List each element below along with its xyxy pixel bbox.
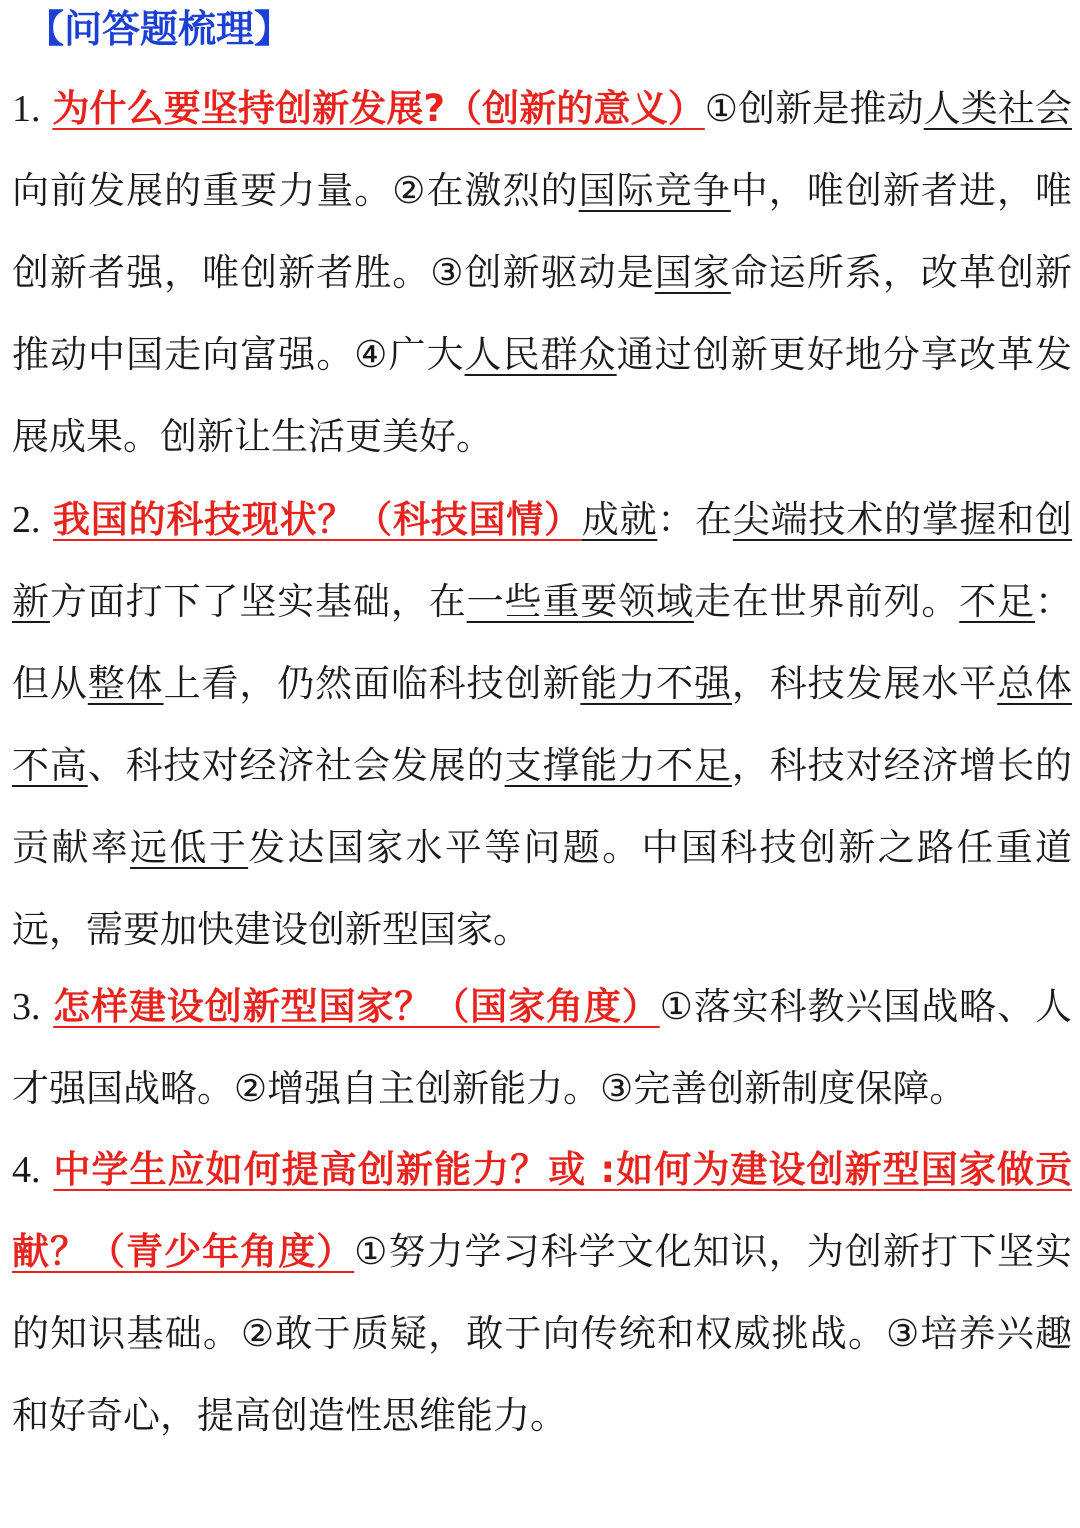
question-text: 为什么要坚持创新发展?（创新的意义）	[52, 87, 705, 130]
key-term: 能力不强	[580, 662, 732, 705]
answer-text	[12, 87, 1072, 458]
answer-segment: ：在	[657, 498, 733, 541]
key-term: 国际竞争	[578, 169, 731, 212]
qa-item-1	[12, 68, 1072, 478]
qa-item-2	[12, 479, 1072, 971]
answer-segment: 中，唯创新者进，唯创新者强，唯创新者胜。③创新驱动是	[12, 169, 1073, 294]
answer-segment: 向前发展的重要力量。②在激烈的	[12, 169, 579, 212]
answer-segment: ①创新是推动	[704, 87, 924, 130]
key-term: 远低于	[130, 826, 249, 869]
answer-segment: ，科技发展水平	[731, 662, 998, 705]
key-term: 人类社会	[923, 87, 1073, 130]
answer-segment: 上看，仍然面临科技创新	[163, 662, 581, 705]
key-term: 不足	[959, 580, 1036, 623]
qa-item-4	[12, 1129, 1072, 1457]
item-number: 4.	[12, 1149, 41, 1191]
item-number: 1.	[12, 88, 41, 130]
answer-segment: 方面打下了坚实基础，在	[49, 580, 467, 623]
answer-segment: 发达国家水平等问题。中国科技创新之路任重道远，需要加快建设创新型国家。	[12, 826, 1073, 951]
question-text: 怎样建设创新型国家？（国家角度）	[53, 985, 660, 1028]
key-term: 尖端技术的掌握和创新	[12, 498, 1073, 623]
question-text: 中学生应如何提高创新能力？或 :如何为建设创新型国家做贡献？（青少年角度）	[12, 1148, 1072, 1273]
answer-text	[12, 498, 1072, 951]
key-term: 人民群众	[464, 333, 617, 376]
answer-segment: 走在世界前列。	[694, 580, 960, 623]
key-term: 总体不高	[12, 662, 1073, 787]
section-heading: 【问答题梳理】	[26, 7, 293, 51]
item-number: 3.	[12, 986, 41, 1028]
answer-segment: 、科技对经济社会发展的	[87, 744, 505, 787]
answer-segment: ①落实科教兴国战略、人才强国战略。②增强自主创新能力。③完善创新制度保障。	[12, 985, 1073, 1110]
key-term: 一些重要领域	[466, 580, 695, 623]
key-term: 支撑能力不足	[504, 744, 732, 787]
key-term: 国家	[654, 251, 731, 294]
question-text: 我国的科技现状？（科技国情）	[53, 498, 582, 541]
qa-item-3	[12, 966, 1072, 1130]
answer-segment: 通过创新更好地分享改革发展成果。创新让生活更美好。	[12, 333, 1073, 458]
answer-segment: 命运所系，改革创新推动中国走向富强。④广大	[12, 251, 1073, 376]
key-term: 整体	[87, 662, 164, 705]
item-number: 2.	[12, 499, 41, 541]
answer-segment: ①努力学习科学文化知识，为创新打下坚实的知识基础。②敢于质疑，敢于向传统和权威挑战。③培养兴趣和好奇心，提高创造性思维能力。	[12, 1230, 1073, 1437]
key-term: 成就	[581, 498, 658, 541]
answer-segment: ：但从	[12, 580, 1073, 705]
answer-segment: ，科技对经济增长的贡献率	[12, 744, 1073, 869]
